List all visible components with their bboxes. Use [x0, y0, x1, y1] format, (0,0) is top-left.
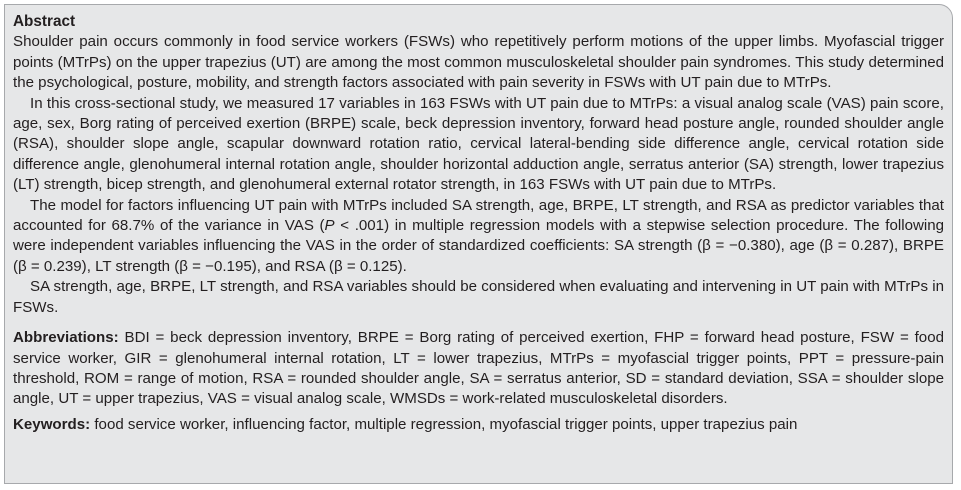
abbreviations-paragraph: [13, 328, 944, 410]
keywords-paragraph: [13, 415, 944, 435]
abstract-box: [4, 4, 953, 484]
abstract-paragraph-conclusion: SA strength, age, BRPE, LT strength, and RSA variables should be considered when evaluating and intervening in UT pain with MTrPs in FSWs.: [13, 278, 944, 316]
abstract-heading: Abstract: [13, 13, 76, 30]
abbreviations-text: BDI = beck depression inventory, BRPE = Borg rating of perceived exertion, FHP = forward head posture, FSW = food service worker, GIR = glenohumeral internal rotation, LT = lower trapezius, MTrPs = myofascial trigger points, PPT = pressure-pain threshold, ROM = range of motion, RSA = rounded shoulder angle, SA = serratus anterior, SD = standard deviation, SSA = shoulder slope angle, UT = upper trapezius, VAS = visual analog scale, WMSDs = work-related musculoskeletal disorders.: [13, 329, 944, 408]
p-value-symbol: P: [324, 217, 335, 235]
keywords-label: Keywords:: [13, 415, 91, 433]
results-text-b: < .001) in multiple regression models with a stepwise selection procedure. The following were independent variables influencing the VAS in the order of standardized coefficients: SA strength (β = −0.380), age (β = 0.287), BRPE (β = 0.239), LT strength (β = −0.195), and RSA (β = 0.125).: [13, 217, 945, 275]
results-text-a: The model for factors influencing UT pain with MTrPs included SA strength, age, BRPE, LT strength, and RSA as predictor variables that accounted for 68.7% of the variance in VAS (: [13, 196, 944, 235]
abstract-paragraph-results: [13, 196, 944, 278]
section-gap: [13, 318, 944, 328]
keywords-text: food service worker, influencing factor, multiple regression, myofascial trigger points, upper trapezius pain: [90, 415, 798, 433]
abstract-paragraph-methods: In this cross-sectional study, we measured 17 variables in 163 FSWs with UT pain due to MTrPs: a visual analog scale (VAS) pain score, age, sex, Borg rating of perceived exertion (BRPE) scale, beck depression inventory, forward head posture angle, rounded shoulder angle (RSA), shoulder slope angle, scapular downward rotation ratio, cervical lateral-bending side difference angle, cervical rotation side difference angle, glenohumeral internal rotation angle, shoulder horizontal adduction angle, serratus anterior (SA) strength, lower trapezius (LT) strength, bicep strength, and glenohumeral external rotator strength, in 163 FSWs with UT pain due to MTrPs.: [13, 94, 944, 194]
abstract-paragraph-background: Shoulder pain occurs commonly in food service workers (FSWs) who repetitively perform motions of the upper limbs. Myofascial trigger points (MTrPs) on the upper trapezius (UT) are among the most common musculoskeletal shoulder pain syndromes. This study determined the psychological, posture, mobility, and strength factors associated with pain severity in FSWs with UT pain due to MTrPs.: [13, 33, 944, 92]
abbreviations-label: Abbreviations:: [13, 329, 119, 347]
